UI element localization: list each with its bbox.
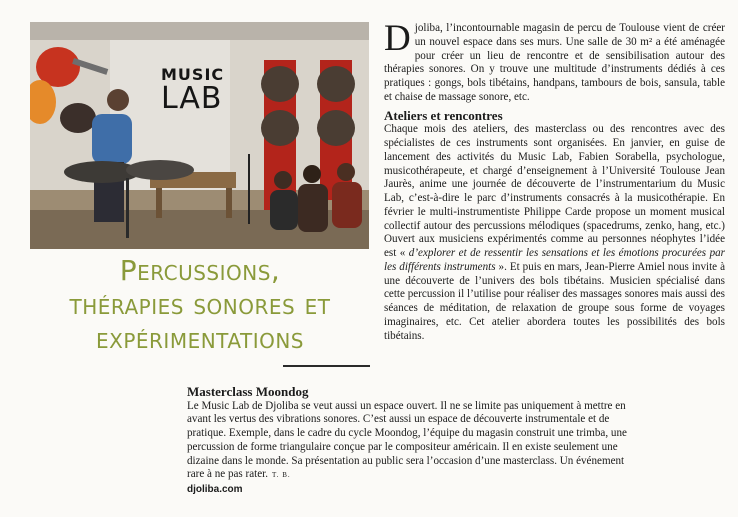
website-link[interactable]: djoliba.com xyxy=(187,483,243,495)
section-heading-ateliers: Ateliers et rencontres xyxy=(384,107,503,123)
logo-line1: MUSIC xyxy=(161,65,225,84)
article-title xyxy=(30,254,370,356)
masterclass-text: Le Music Lab de Djoliba se veut aussi un espace ouvert. Il ne se limite pas uniquement à mettre en avant les vertus des vibrations sonores. C’est aussi un espace de découverte instrumentale et de pratique. Exemple, dans le cadre du cycle Moondog, l’équipe du magasin construit une trimba, une percussion de forme triangulaire conçue par le compositeur américain. Il en existe seulement une dizaine dans le monde. Sa présentation au public sera l’occasion d’une masterclass. Un événement rare à ne pas rater. xyxy=(187,399,627,481)
intro-text: joliba, l’incontournable magasin de percu de Toulouse vient de créer un nouvel espace dans ses murs. Une salle de 30 m² a été aménagée pour créer un lieu de rencontre et de sensibilisation autour des thérapies sonores. On y trouve une multitude d’instruments dédiés à ces pratiques : gongs, bols tibétains, handpans, tambours de bois, sansula, table et chaise de massage sonore, etc. xyxy=(384,22,725,103)
masterclass-section xyxy=(187,385,637,497)
ateliers-paragraph xyxy=(384,123,725,343)
ateliers-text-end: ». Et puis en mars, Jean-Pierre Amiel nous invite à une découverte de l’univers des bols tibétains. Musicien spécialisé dans cette percussion il l’utilise pour réaliser des massages sonores mais aussi des séances de méditation, de relaxation de groupe sous forme de voyages imaginaires, etc. Cet atelier abordera toutes les possibilités des bols tibétains. xyxy=(384,260,726,342)
masterclass-paragraph xyxy=(187,400,637,483)
music-lab-photo xyxy=(30,22,369,249)
main-column xyxy=(384,18,726,343)
logo-line2: LAB xyxy=(161,81,223,116)
title-line-1: Percussions, xyxy=(119,254,281,287)
title-line-3: expérimentations xyxy=(96,322,304,355)
drop-cap: D xyxy=(384,18,411,59)
music-lab-logo xyxy=(161,67,224,114)
section-heading-masterclass: Masterclass Moondog xyxy=(187,384,309,399)
author-initials: T. B. xyxy=(272,471,291,480)
title-rule xyxy=(283,365,370,367)
ateliers-quote: d’explorer et de ressentir les sensations et les émotions procurées par les différents instruments xyxy=(384,247,725,273)
ateliers-text-start: Chaque mois des ateliers, des masterclass ou des rencontres avec des spécialistes de ces instruments sont organisées. En janvier, en guise de lancement des activités du Music Lab, Fabien Sorabella, psychologue, musicothérapeute, et chargé d’enseignement à l’Université Toulouse Jean Jaurès, anime une journée de découverte de l’instrumentarium du Music Lab, c’est-à-dire le parc d’instruments consacrés à la musicothérapie. En février le multi-instrumentiste Philippe Carde propose un moment musical collectif autour des percussions mélodiques (spacedrums, zenko, hang, etc.) Ouvert aux musiciens expérimentés comme au personnes néophytes l’idée est « xyxy=(384,123,725,259)
title-line-2: thérapies sonores et xyxy=(69,288,331,321)
intro-paragraph xyxy=(384,18,725,105)
article-photo xyxy=(30,22,369,249)
